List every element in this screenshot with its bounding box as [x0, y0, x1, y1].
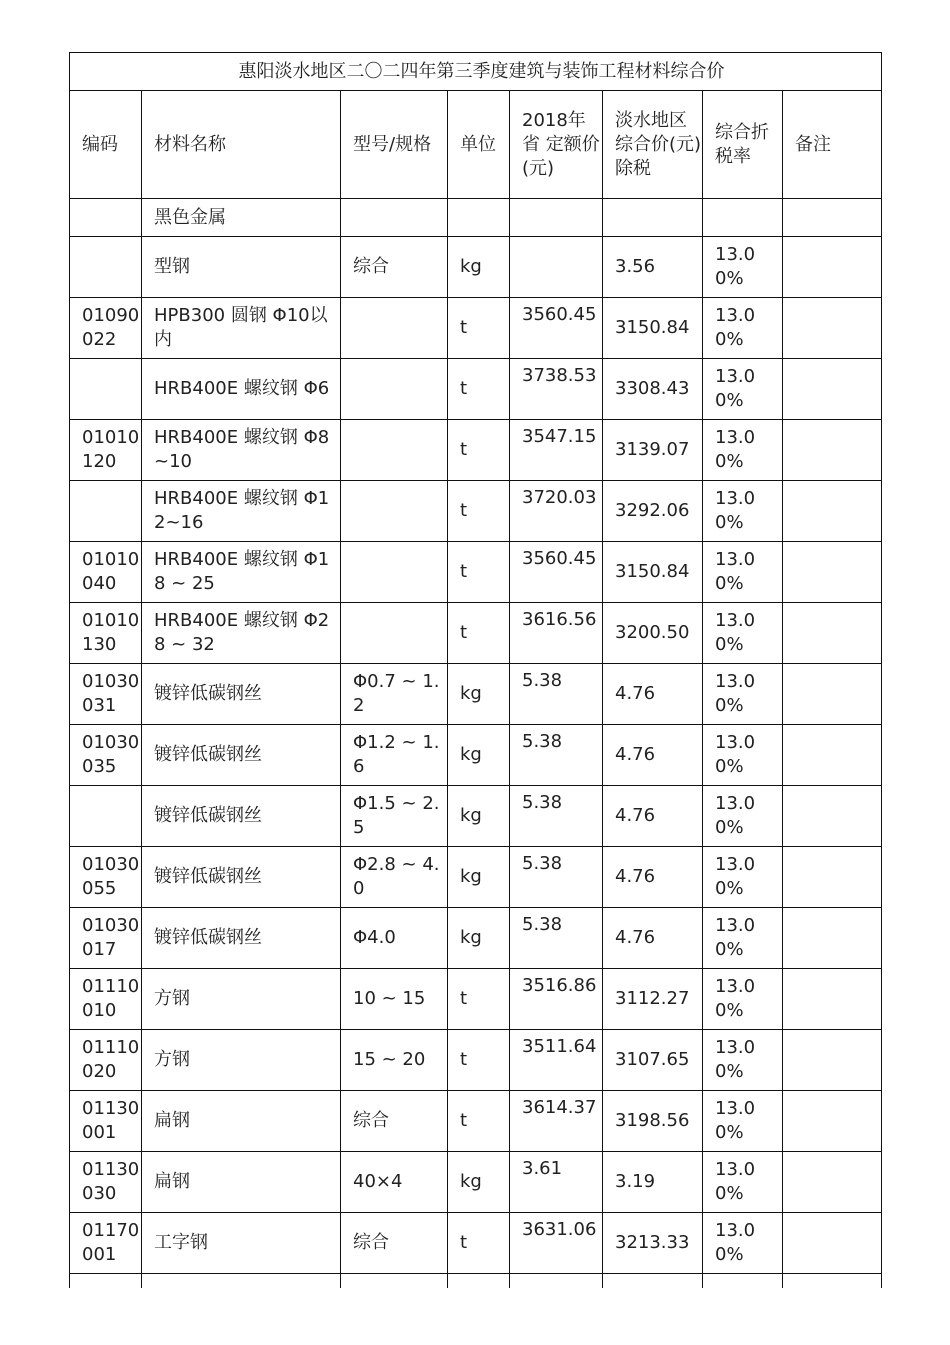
cell-spec: 综合 [341, 1091, 448, 1152]
cell-remark [783, 1213, 882, 1274]
cell-spec: 40×4 [341, 1152, 448, 1213]
title-row [70, 53, 882, 91]
cell-code [70, 786, 142, 847]
category-base-cell [510, 199, 603, 237]
cell-spec [341, 481, 448, 542]
cell-remark [783, 969, 882, 1030]
cell-spec: 综合 [341, 1213, 448, 1274]
continued-cell [142, 1274, 341, 1288]
cell-tax-rate: 13.00% [703, 969, 783, 1030]
cell-name: 扁钢 [142, 1152, 341, 1213]
category-name: 黑色金属 [142, 199, 341, 237]
cell-local-price: 3308.43 [603, 359, 703, 420]
cell-remark [783, 603, 882, 664]
cell-base-price: 3614.37 [510, 1091, 603, 1152]
cell-base-price: 3560.45 [510, 298, 603, 359]
cell-spec: 10 ~ 15 [341, 969, 448, 1030]
cell-code: 01110010 [70, 969, 142, 1030]
table-title: 惠阳淡水地区二〇二四年第三季度建筑与装饰工程材料综合价 [70, 53, 882, 91]
continued-cell [448, 1274, 510, 1288]
category-local-cell [603, 199, 703, 237]
cell-remark [783, 1030, 882, 1091]
category-code-cell [70, 199, 142, 237]
cell-remark [783, 542, 882, 603]
cell-code: 01030031 [70, 664, 142, 725]
cell-local-price: 3139.07 [603, 420, 703, 481]
table-row [70, 847, 882, 908]
cell-base-price: 5.38 [510, 847, 603, 908]
cell-name: 扁钢 [142, 1091, 341, 1152]
cell-unit: t [448, 603, 510, 664]
header-local-price: 淡水地区综合价(元)除税 [603, 91, 703, 199]
cell-base-price: 5.38 [510, 664, 603, 725]
cell-spec [341, 420, 448, 481]
cell-remark [783, 481, 882, 542]
cell-name: 镀锌低碳钢丝 [142, 847, 341, 908]
continued-cell [70, 1274, 142, 1288]
cell-unit: t [448, 420, 510, 481]
cell-local-price: 3200.50 [603, 603, 703, 664]
cell-base-price: 3.61 [510, 1152, 603, 1213]
cell-tax-rate: 13.00% [703, 603, 783, 664]
cell-local-price: 4.76 [603, 847, 703, 908]
cell-local-price: 4.76 [603, 664, 703, 725]
header-base-price: 2018年省 定额价(元) [510, 91, 603, 199]
header-spec: 型号/规格 [341, 91, 448, 199]
cell-code: 01030017 [70, 908, 142, 969]
cell-local-price: 4.76 [603, 786, 703, 847]
header-name: 材料名称 [142, 91, 341, 199]
cell-unit: t [448, 359, 510, 420]
header-remark: 备注 [783, 91, 882, 199]
header-row [70, 91, 882, 199]
cell-tax-rate: 13.00% [703, 298, 783, 359]
cell-name: 镀锌低碳钢丝 [142, 786, 341, 847]
cell-name: 镀锌低碳钢丝 [142, 908, 341, 969]
cell-spec: 综合 [341, 237, 448, 298]
cell-unit: t [448, 1091, 510, 1152]
cell-name: 工字钢 [142, 1213, 341, 1274]
cell-base-price: 3511.64 [510, 1030, 603, 1091]
cell-name: HRB400E 螺纹钢 Φ8~10 [142, 420, 341, 481]
cell-unit: t [448, 1030, 510, 1091]
cell-code [70, 481, 142, 542]
cell-remark [783, 420, 882, 481]
table-row [70, 298, 882, 359]
cell-base-price [510, 237, 603, 298]
table-row [70, 359, 882, 420]
cell-unit: t [448, 481, 510, 542]
cell-tax-rate: 13.00% [703, 1091, 783, 1152]
cell-spec [341, 603, 448, 664]
cell-code [70, 359, 142, 420]
cell-tax-rate: 13.00% [703, 1152, 783, 1213]
price-table [69, 52, 882, 1288]
continued-cell [703, 1274, 783, 1288]
cell-local-price: 3107.65 [603, 1030, 703, 1091]
cell-unit: kg [448, 725, 510, 786]
table-row [70, 420, 882, 481]
cell-tax-rate: 13.00% [703, 1030, 783, 1091]
category-row [70, 199, 882, 237]
table-row [70, 603, 882, 664]
cell-tax-rate: 13.00% [703, 359, 783, 420]
cell-tax-rate: 13.00% [703, 847, 783, 908]
table-row [70, 1213, 882, 1274]
cell-tax-rate: 13.00% [703, 237, 783, 298]
cell-unit: t [448, 969, 510, 1030]
continued-cell [341, 1274, 448, 1288]
cell-base-price: 3560.45 [510, 542, 603, 603]
cell-unit: kg [448, 1152, 510, 1213]
table-row [70, 725, 882, 786]
cell-spec [341, 298, 448, 359]
cell-unit: t [448, 1213, 510, 1274]
cell-local-price: 3150.84 [603, 542, 703, 603]
cell-base-price: 3547.15 [510, 420, 603, 481]
category-spec-cell [341, 199, 448, 237]
cell-spec [341, 359, 448, 420]
cell-local-price: 3198.56 [603, 1091, 703, 1152]
cell-name: 镀锌低碳钢丝 [142, 725, 341, 786]
cell-unit: kg [448, 664, 510, 725]
cell-local-price: 3.56 [603, 237, 703, 298]
cell-name: 方钢 [142, 1030, 341, 1091]
cell-name: HRB400E 螺纹钢 Φ6 [142, 359, 341, 420]
header-code: 编码 [70, 91, 142, 199]
cell-code: 01010120 [70, 420, 142, 481]
cell-base-price: 3720.03 [510, 481, 603, 542]
cell-tax-rate: 13.00% [703, 786, 783, 847]
cell-remark [783, 359, 882, 420]
cell-local-price: 3.19 [603, 1152, 703, 1213]
cell-code [70, 237, 142, 298]
category-unit-cell [448, 199, 510, 237]
cell-name: 方钢 [142, 969, 341, 1030]
cell-code: 01030035 [70, 725, 142, 786]
cell-remark [783, 664, 882, 725]
cell-spec: Φ1.5 ~ 2.5 [341, 786, 448, 847]
continued-cell [510, 1274, 603, 1288]
cell-base-price: 3631.06 [510, 1213, 603, 1274]
cell-remark [783, 1091, 882, 1152]
continued-row [70, 1274, 882, 1288]
cell-tax-rate: 13.00% [703, 481, 783, 542]
cell-tax-rate: 13.00% [703, 542, 783, 603]
cell-base-price: 5.38 [510, 725, 603, 786]
cell-local-price: 3292.06 [603, 481, 703, 542]
table-row [70, 237, 882, 298]
cell-tax-rate: 13.00% [703, 908, 783, 969]
cell-name: HRB400E 螺纹钢 Φ28 ~ 32 [142, 603, 341, 664]
cell-tax-rate: 13.00% [703, 420, 783, 481]
table-row [70, 664, 882, 725]
cell-spec: Φ0.7 ~ 1.2 [341, 664, 448, 725]
cell-name: HRB400E 螺纹钢 Φ12~16 [142, 481, 341, 542]
cell-spec: Φ4.0 [341, 908, 448, 969]
cell-unit: t [448, 298, 510, 359]
cell-base-price: 3738.53 [510, 359, 603, 420]
cell-name: HRB400E 螺纹钢 Φ18 ~ 25 [142, 542, 341, 603]
cell-local-price: 3112.27 [603, 969, 703, 1030]
cell-unit: kg [448, 908, 510, 969]
cell-spec: 15 ~ 20 [341, 1030, 448, 1091]
category-tax-cell [703, 199, 783, 237]
table-row [70, 542, 882, 603]
cell-remark [783, 847, 882, 908]
cell-local-price: 4.76 [603, 725, 703, 786]
cell-code: 01010040 [70, 542, 142, 603]
continued-cell [783, 1274, 882, 1288]
cell-tax-rate: 13.00% [703, 664, 783, 725]
cell-local-price: 3150.84 [603, 298, 703, 359]
cell-tax-rate: 13.00% [703, 725, 783, 786]
table-row [70, 1152, 882, 1213]
cell-remark [783, 908, 882, 969]
table-row [70, 1091, 882, 1152]
cell-remark [783, 237, 882, 298]
cell-name: HPB300 圆钢 Φ10以内 [142, 298, 341, 359]
cell-unit: kg [448, 847, 510, 908]
cell-spec [341, 542, 448, 603]
cell-code: 01010130 [70, 603, 142, 664]
cell-code: 01090022 [70, 298, 142, 359]
cell-code: 01110020 [70, 1030, 142, 1091]
cell-code: 01030055 [70, 847, 142, 908]
cell-local-price: 3213.33 [603, 1213, 703, 1274]
cell-code: 01130030 [70, 1152, 142, 1213]
cell-code: 01130001 [70, 1091, 142, 1152]
cell-remark [783, 1152, 882, 1213]
cell-unit: kg [448, 786, 510, 847]
cell-base-price: 5.38 [510, 786, 603, 847]
table-row [70, 1030, 882, 1091]
cell-code: 01170001 [70, 1213, 142, 1274]
cell-spec: Φ1.2 ~ 1.6 [341, 725, 448, 786]
cell-unit: t [448, 542, 510, 603]
table-row [70, 969, 882, 1030]
table-row [70, 481, 882, 542]
cell-remark [783, 786, 882, 847]
cell-name: 型钢 [142, 237, 341, 298]
table-row [70, 908, 882, 969]
cell-tax-rate: 13.00% [703, 1213, 783, 1274]
category-remark-cell [783, 199, 882, 237]
cell-spec: Φ2.8 ~ 4.0 [341, 847, 448, 908]
cell-remark [783, 725, 882, 786]
table-row [70, 786, 882, 847]
cell-name: 镀锌低碳钢丝 [142, 664, 341, 725]
continued-cell [603, 1274, 703, 1288]
cell-base-price: 3516.86 [510, 969, 603, 1030]
cell-unit: kg [448, 237, 510, 298]
cell-remark [783, 298, 882, 359]
header-tax-rate: 综合折税率 [703, 91, 783, 199]
cell-base-price: 3616.56 [510, 603, 603, 664]
cell-local-price: 4.76 [603, 908, 703, 969]
header-unit: 单位 [448, 91, 510, 199]
cell-base-price: 5.38 [510, 908, 603, 969]
